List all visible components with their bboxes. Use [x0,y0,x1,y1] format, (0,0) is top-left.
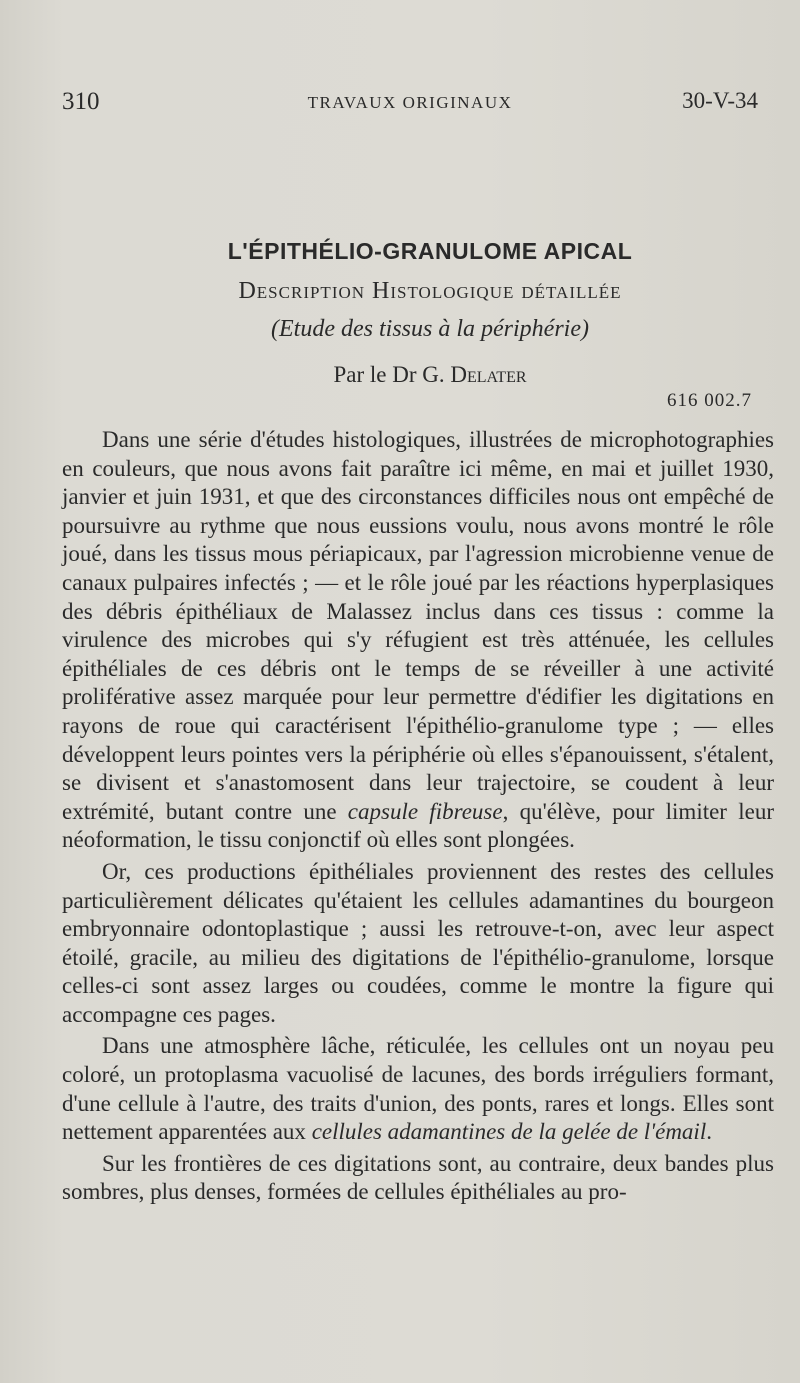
body-paragraph [62,858,774,1030]
issue-date: 30-V-34 [682,88,758,113]
article-title: L'ÉPITHÉLIO-GRANULOME APICAL [227,238,633,264]
classification-number: 616 002.7 [667,390,752,411]
paragraph-text: . [706,1119,712,1145]
italic-phrase: capsule fibreuse [347,798,503,824]
article-body [62,426,774,1207]
byline-prefix: Par le Dr G. [333,362,451,387]
body-paragraph [62,1150,774,1207]
paragraph-text: , qu'élève, pour limiter leur néoformation, le tissu conjonctif où elles sont plongées. [62,798,774,853]
page-number: 310 [62,88,100,115]
body-paragraph [62,426,774,855]
author-name: Delater [450,362,527,387]
paragraph-text: Sur les frontières de ces digitations sont, au contraire, deux bandes plus sombres, plus denses, formées de cellules épithéliales au pro- [62,1150,774,1205]
running-title: TRAVAUX ORIGINAUX [307,93,513,112]
author-byline [0,362,800,388]
italic-phrase: cellules adamantines de la gelée de l'émail [311,1119,707,1145]
paragraph-text: Or, ces productions épithéliales proviennent des restes des cellules particulièrement délicates qu'étaient les cellules adamantines du bourgeon embryonnaire odontoplastique ; aussi les retrouve-t-on, avec leur aspect étoilé, gracile, au milieu des digitations de l'épithélio-granulome, lorsque celles-ci sont assez larges ou coudées, comme le montre la figure qui accompagne ces pages. [62,858,774,1027]
paragraph-text: Dans une atmosphère lâche, réticulée, les cellules ont un noyau peu coloré, un protoplasma vacuolisé de lacunes, des bords irréguliers formant, d'une cellule à l'autre, des traits d'union, des ponts, rares et longs. Elles sont nettement apparentées aux [62,1033,774,1145]
article-subtitle-parenthetical: (Etude des tissus à la périphérie) [271,316,589,342]
paragraph-text: Dans une série d'études histologiques, illustrées de microphotographies en couleurs, que nous avons fait paraître ici même, en mai et juillet 1930, janvier et juin 1931, et que des circonstances difficiles nous ont empêché de poursuivre au rythme que nous eussions voulu, nous avons montré le rôle joué, dans les tissus mous périapicaux, par l'agression microbienne venue de canaux pulpaires infectés ; — et le rôle joué par les réactions hyperplasiques des débris épithéliaux de Malassez inclus dans ces tissus : comme la virulence des microbes qui s'y réfugient est très atténuée, les cellules épithéliales de ces débris ont le temps de se réveiller à une activité proliférative assez marquée pour leur permettre d'édifier les digitations en rayons de roue qui caractérisent l'épithélio-granulome type ; — elles développent leurs pointes vers la périphérie où elles s'épanouissent, s'étalent, se divisent et s'anastomosent dans leur trajectoire, se coudent à leur extrémité, butant contre une [62,427,774,824]
body-paragraph [62,1032,774,1146]
running-header [62,88,758,118]
article-subtitle: Description Histologique détaillée [238,278,622,304]
